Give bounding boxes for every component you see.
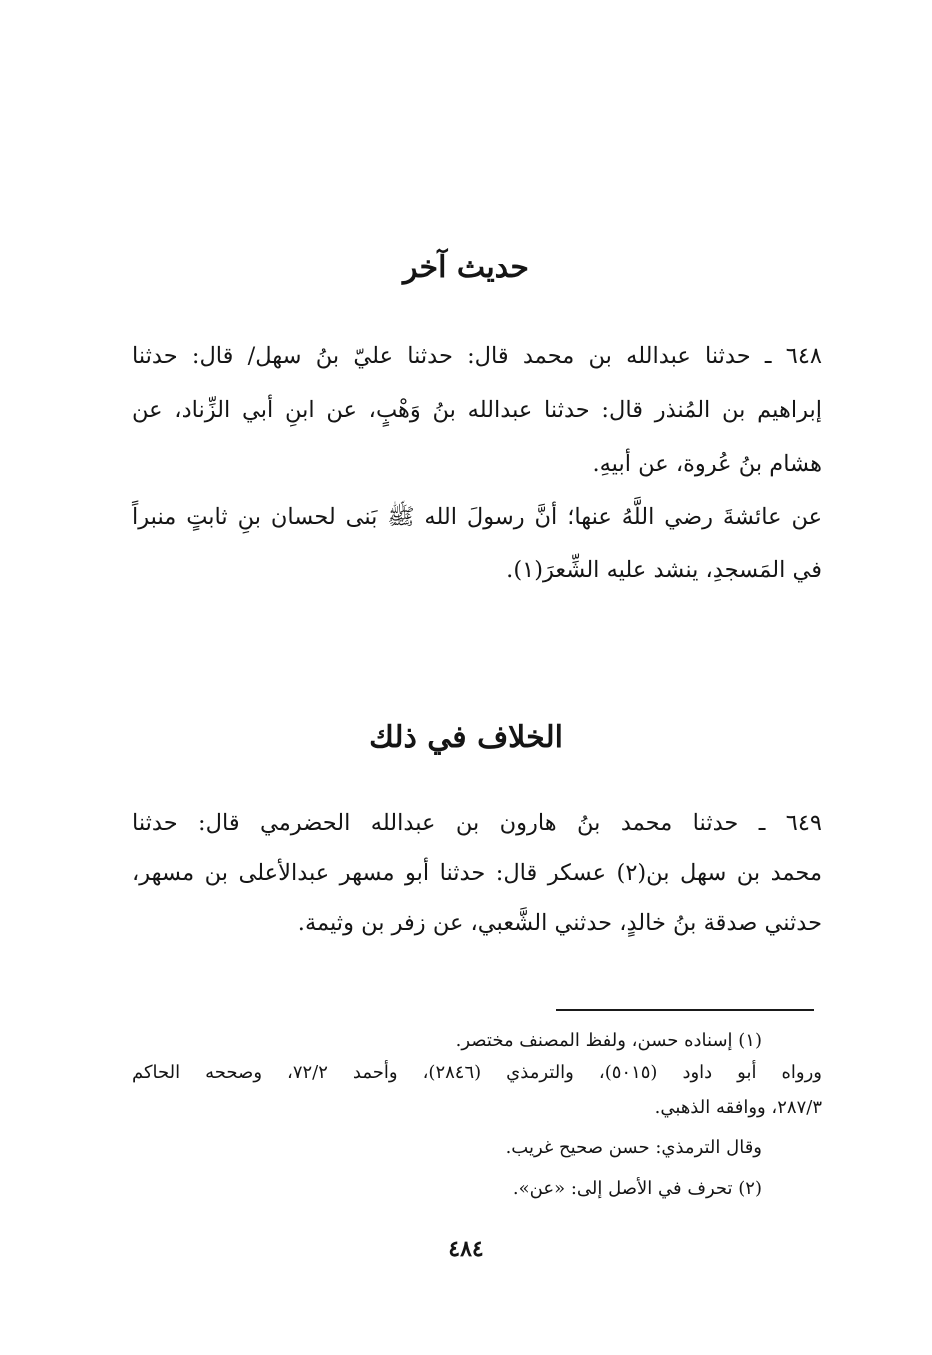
section-title-khilaf: الخلاف في ذلك [369,720,563,755]
hadith-648-line-2: إبراهيم بن المُنذر قال: حدثنا عبدالله بنُ وَهْبٍ، عن ابنِ أبي الزِّناد، عن [132,397,822,423]
page-number: ٤٨٤ [448,1236,484,1262]
hadith-648-text-line-1: عن عائشةَ رضي اللَّهُ عنها؛ أنَّ رسولَ الله ﷺ بَنى لحسان بنِ ثابتٍ منبراً [132,504,822,530]
hadith-648-text-line-2: في المَسجدِ، ينشد عليه الشِّعرَ(١). [506,557,822,583]
footnote-1-line-4: وقال الترمذي: حسن صحيح غريب. [505,1137,762,1158]
hadith-649-line-1: ٦٤٩ ـ حدثنا محمد بنُ هارون بن عبدالله الحضرمي قال: حدثنا [132,810,822,836]
hadith-649-line-2: محمد بن سهل بن(٢) عسكر قال: حدثنا أبو مسهر عبدالأعلى بن مسهر، [132,860,823,886]
footnote-1-line-3: ٢٨٧/٣، ووافقه الذهبي. [654,1097,822,1118]
hadith-648-line-1: ٦٤٨ ـ حدثنا عبدالله بن محمد قال: حدثنا عليّ بنُ سهل/ قال: حدثنا [132,343,822,369]
footnote-1-line-2: ورواه أبو داود (٥٠١٥)، والترمذي (٢٨٤٦)، وأحمد ٧٢/٢، وصححه الحاكم [132,1062,823,1083]
footnote-1: (١) إسناده حسن، ولفظ المصنف مختصر. [455,1030,762,1051]
footnote-2: (٢) تحرف في الأصل إلى: «عن». [512,1178,762,1199]
footnote-separator [556,1009,814,1011]
hadith-649-line-3: حدثني صدقة بنُ خالدٍ، حدثني الشَّعبي، عن زفر بن وثيمة. [297,910,822,936]
section-title-hadith-akhar: حديث آخر [403,250,529,285]
hadith-648-line-3: هشام بنُ عُروة، عن أبيهِ. [592,451,822,477]
